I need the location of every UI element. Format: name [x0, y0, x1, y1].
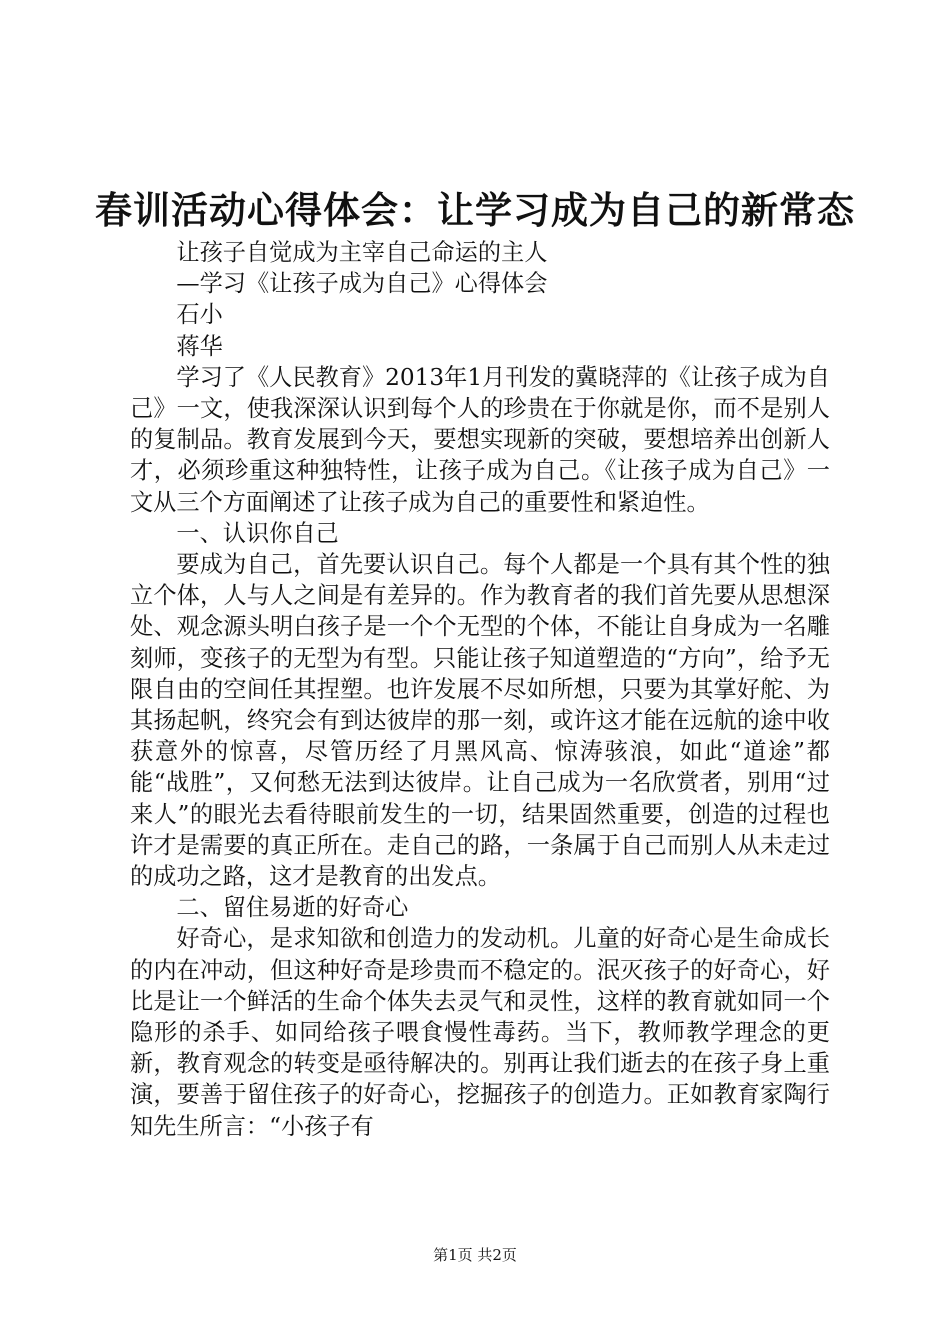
intro-paragraph: 学习了《人民教育》2013年1月刊发的冀晓萍的《让孩子成为自己》一文，使我深深认识到每个人的珍贵在于你就是你，而不是别人的复制品。教育发展到今天，要想实现新的突破，要想培养出创新人才，必须珍重这种独特性，让孩子成为自己。《让孩子成为自己》一文从三个方面阐述了让孩子成为自己的重要性和紧迫性。 [130, 363, 830, 516]
author-line-2: 蒋华 [176, 332, 223, 360]
section-heading-2: 二、留住易逝的好奇心 [176, 894, 409, 922]
author-line-1: 石小 [176, 301, 223, 329]
page-footer: 第1页 共2页 [433, 1246, 517, 1264]
document-title: 春训活动心得体会：让学习成为自己的新常态 [95, 188, 855, 232]
subtitle-line-2: —学习《让孩子成为自己》心得体会 [176, 270, 548, 298]
section-1-paragraph: 要成为自己，首先要认识自己。每个人都是一个具有其个性的独立个体，人与人之间是有差异的。作为教育者的我们首先要从思想深处、观念源头明白孩子是一个个无型的个体，不能让自身成为一名雕刻师，变孩子的无型为有型。只能让孩子知道塑造的“方向”，给予无限自由的空间任其捏塑。也许发展不尽如所想，只要为其掌好舵、为其扬起帆，终究会有到达彼岸的那一刻，或许这才能在远航的途中收获意外的惊喜，尽管历经了月黑风高、惊涛骇浪，如此“道途”都能“战胜”，又何愁无法到达彼岸。让自己成为一名欣赏者，别用“过来人”的眼光去看待眼前发生的一切，结果固然重要，创造的过程也许才是需要的真正所在。走自己的路，一条属于自己而别人从未走过的成功之路，这才是教育的出发点。 [130, 551, 830, 891]
section-2-paragraph: 好奇心，是求知欲和创造力的发动机。儿童的好奇心是生命成长的内在冲动，但这种好奇是珍贵而不稳定的。泯灭孩子的好奇心，好比是让一个鲜活的生命个体失去灵气和灵性，这样的教育就如同一个隐形的杀手、如同给孩子喂食慢性毒药。当下，教师教学理念的更新，教育观念的转变是亟待解决的。别再让我们逝去的在孩子身上重演，要善于留住孩子的好奇心，挖掘孩子的创造力。正如教育家陶行知先生所言：“小孩子有 [130, 925, 830, 1140]
subtitle-line-1: 让孩子自觉成为主宰自己命运的主人 [176, 239, 548, 266]
section-heading-1: 一、认识你自己 [176, 519, 339, 547]
document-body [130, 237, 830, 1142]
